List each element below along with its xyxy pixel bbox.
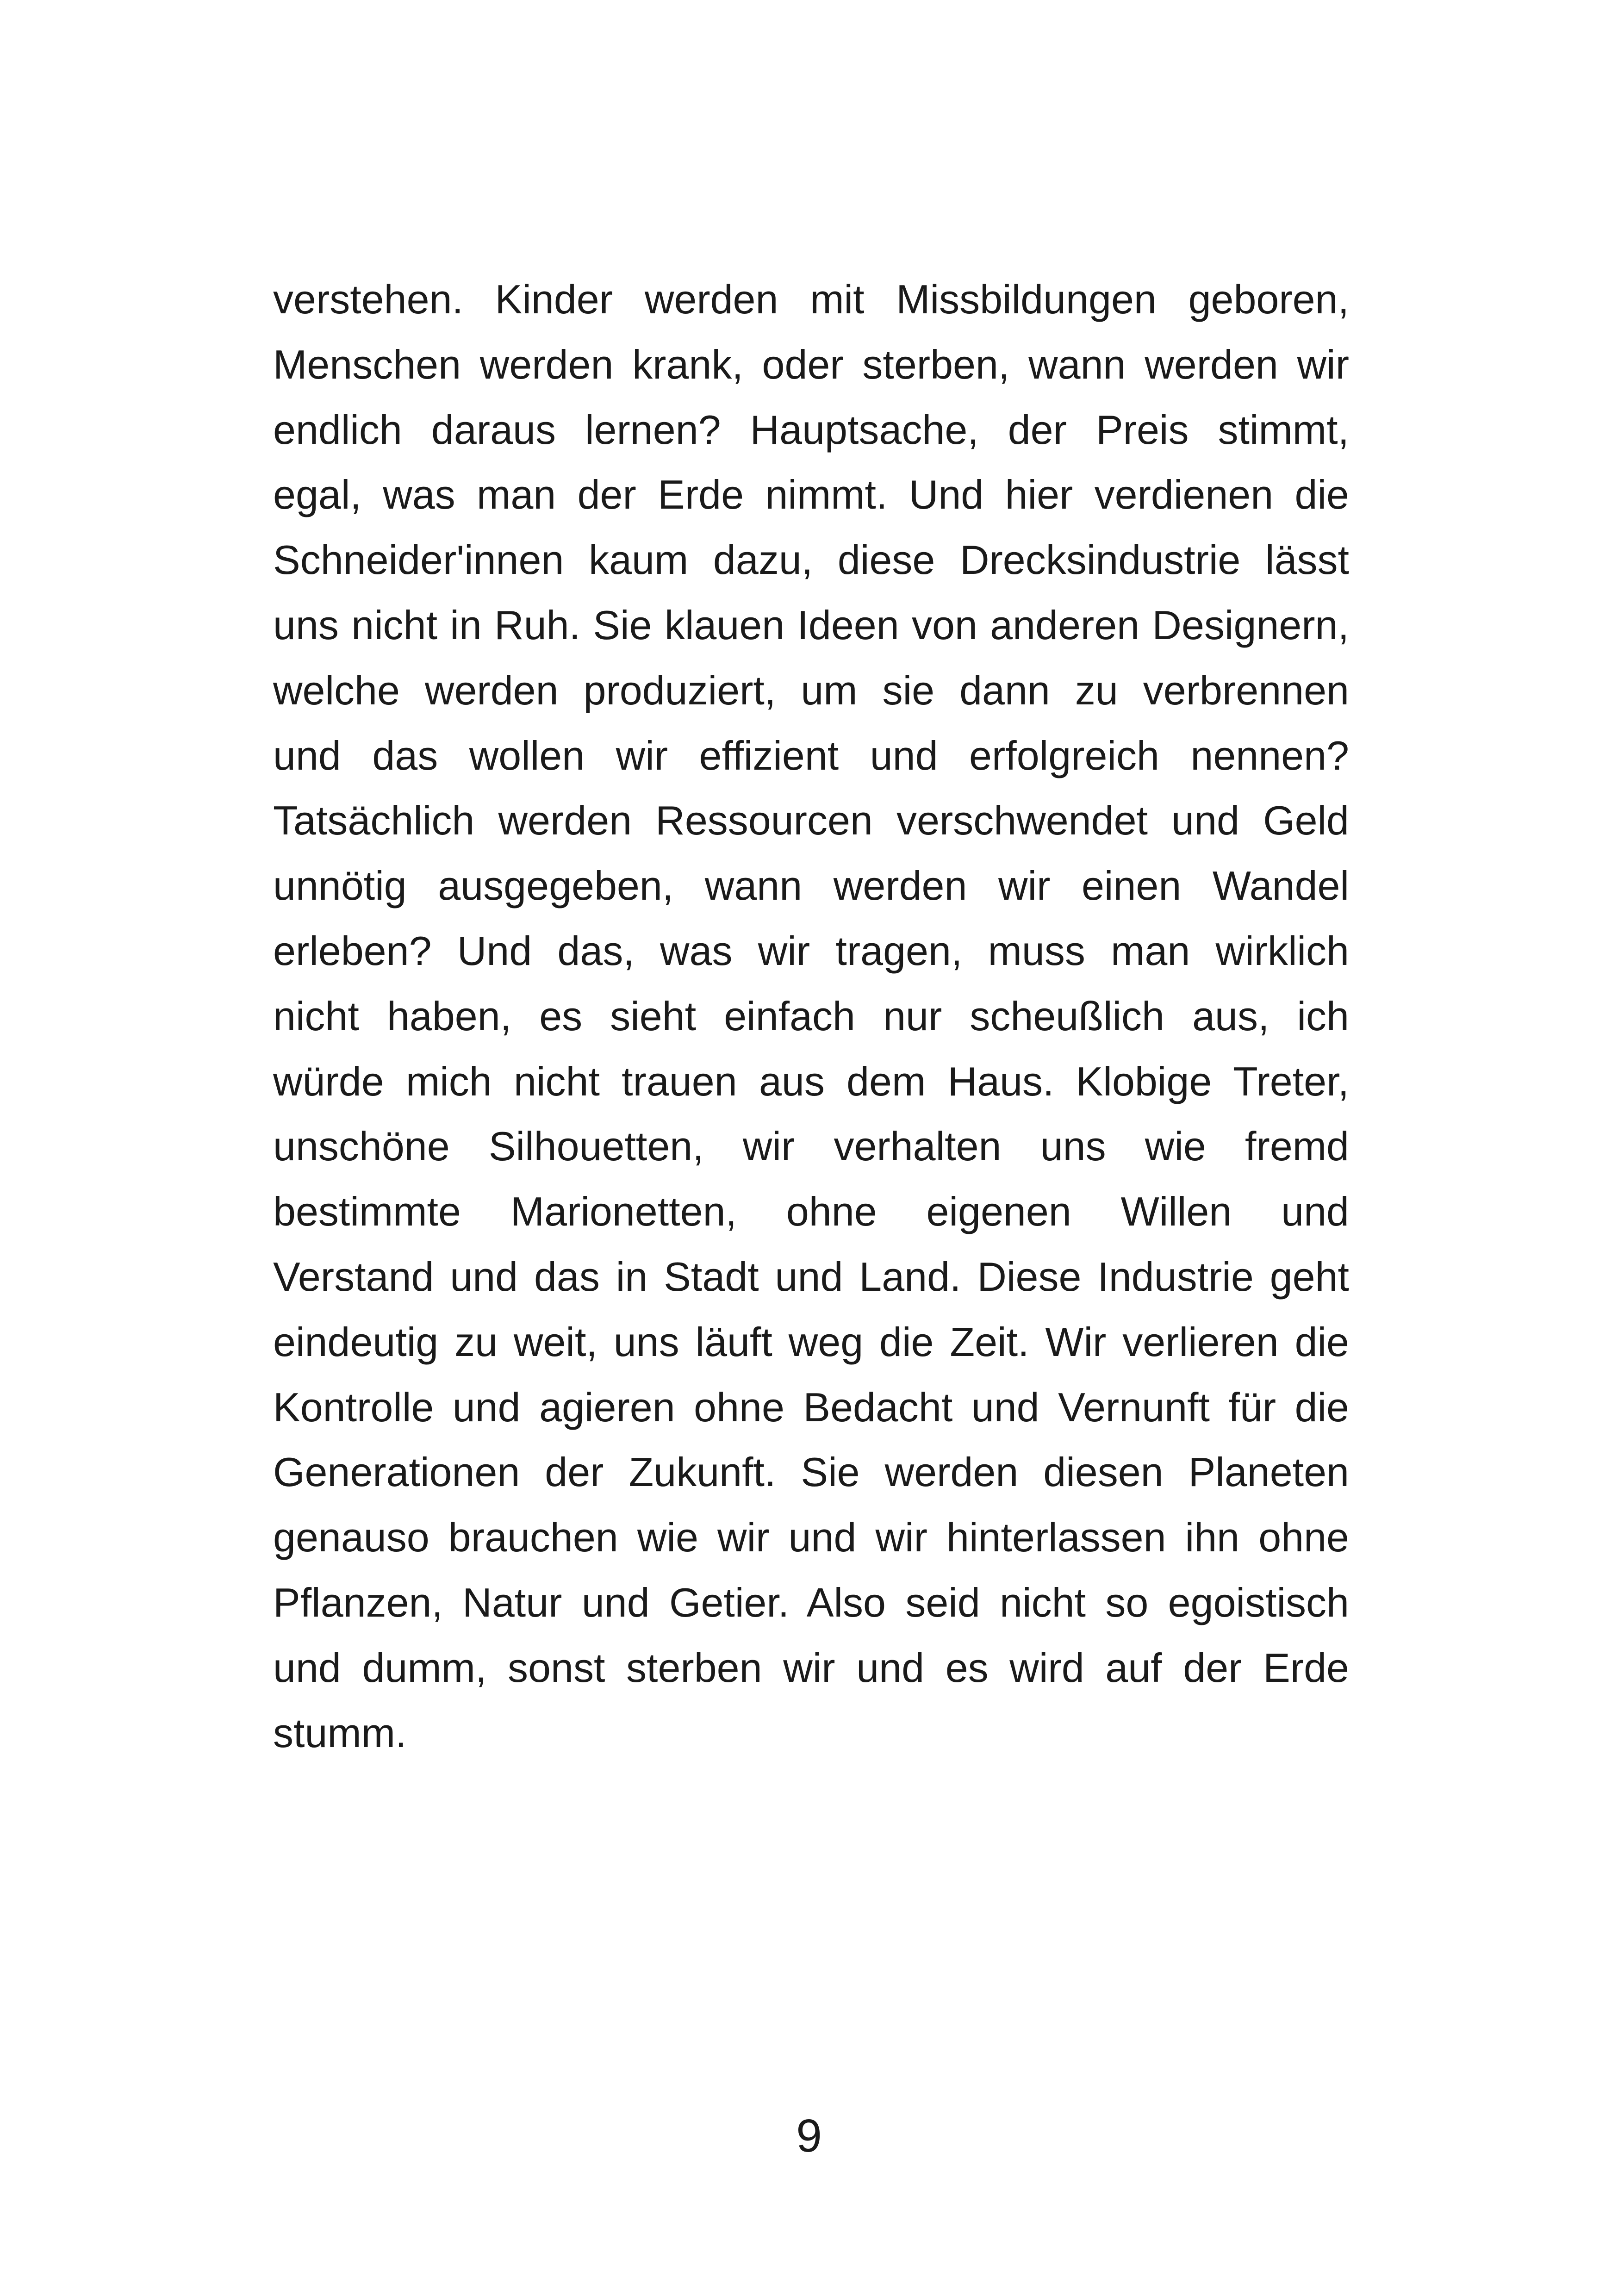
text-line: welche werden produziert, um sie dann zu verbrennen: [273, 667, 1349, 713]
page-number: 9: [796, 2110, 822, 2162]
body-text: [273, 267, 1349, 1766]
text-line: unschöne Silhouetten, wir verhalten uns wie fremd: [273, 1123, 1349, 1170]
text-line: und dumm, sonst sterben wir und es wird auf der Erde: [273, 1644, 1349, 1691]
text-line: eindeutig zu weit, uns läuft weg die Zeit. Wir verlieren die: [273, 1319, 1349, 1365]
text-line: Generationen der Zukunft. Sie werden diesen Planeten: [273, 1449, 1349, 1495]
text-line: und das wollen wir effizient und erfolgreich nennen?: [273, 732, 1349, 778]
text-line: Kontrolle und agieren ohne Bedacht und Vernunft für die: [273, 1384, 1349, 1430]
text-line: Verstand und das in Stadt und Land. Diese Industrie geht: [273, 1253, 1349, 1300]
text-line: endlich daraus lernen? Hauptsache, der Preis stimmt,: [273, 406, 1349, 453]
text-line: genauso brauchen wie wir und wir hinterlassen ihn ohne: [273, 1514, 1349, 1561]
text-line: verstehen. Kinder werden mit Missbildungen geboren,: [273, 276, 1349, 322]
text-line: uns nicht in Ruh. Sie klauen Ideen von anderen Designern,: [273, 602, 1349, 648]
text-line: Tatsächlich werden Ressourcen verschwendet und Geld: [273, 797, 1349, 844]
text-line: egal, was man der Erde nimmt. Und hier verdienen die: [273, 472, 1349, 518]
text-line: würde mich nicht trauen aus dem Haus. Klobige Treter,: [273, 1058, 1349, 1104]
text-line: bestimmte Marionetten, ohne eigenen Willen und: [273, 1188, 1349, 1235]
text-line: Menschen werden krank, oder sterben, wann werden wir: [273, 341, 1349, 387]
text-line: erleben? Und das, was wir tragen, muss man wirklich: [273, 927, 1349, 974]
text-line: Pflanzen, Natur und Getier. Also seid nicht so egoistisch: [273, 1579, 1349, 1625]
text-line: unnötig ausgegeben, wann werden wir einen Wandel: [273, 863, 1349, 909]
text-line-last: stumm.: [273, 1710, 407, 1756]
text-line: Schneider'innen kaum dazu, diese Drecksindustrie lässt: [273, 537, 1349, 583]
text-line: nicht haben, es sieht einfach nur scheußlich aus, ich: [273, 993, 1349, 1039]
